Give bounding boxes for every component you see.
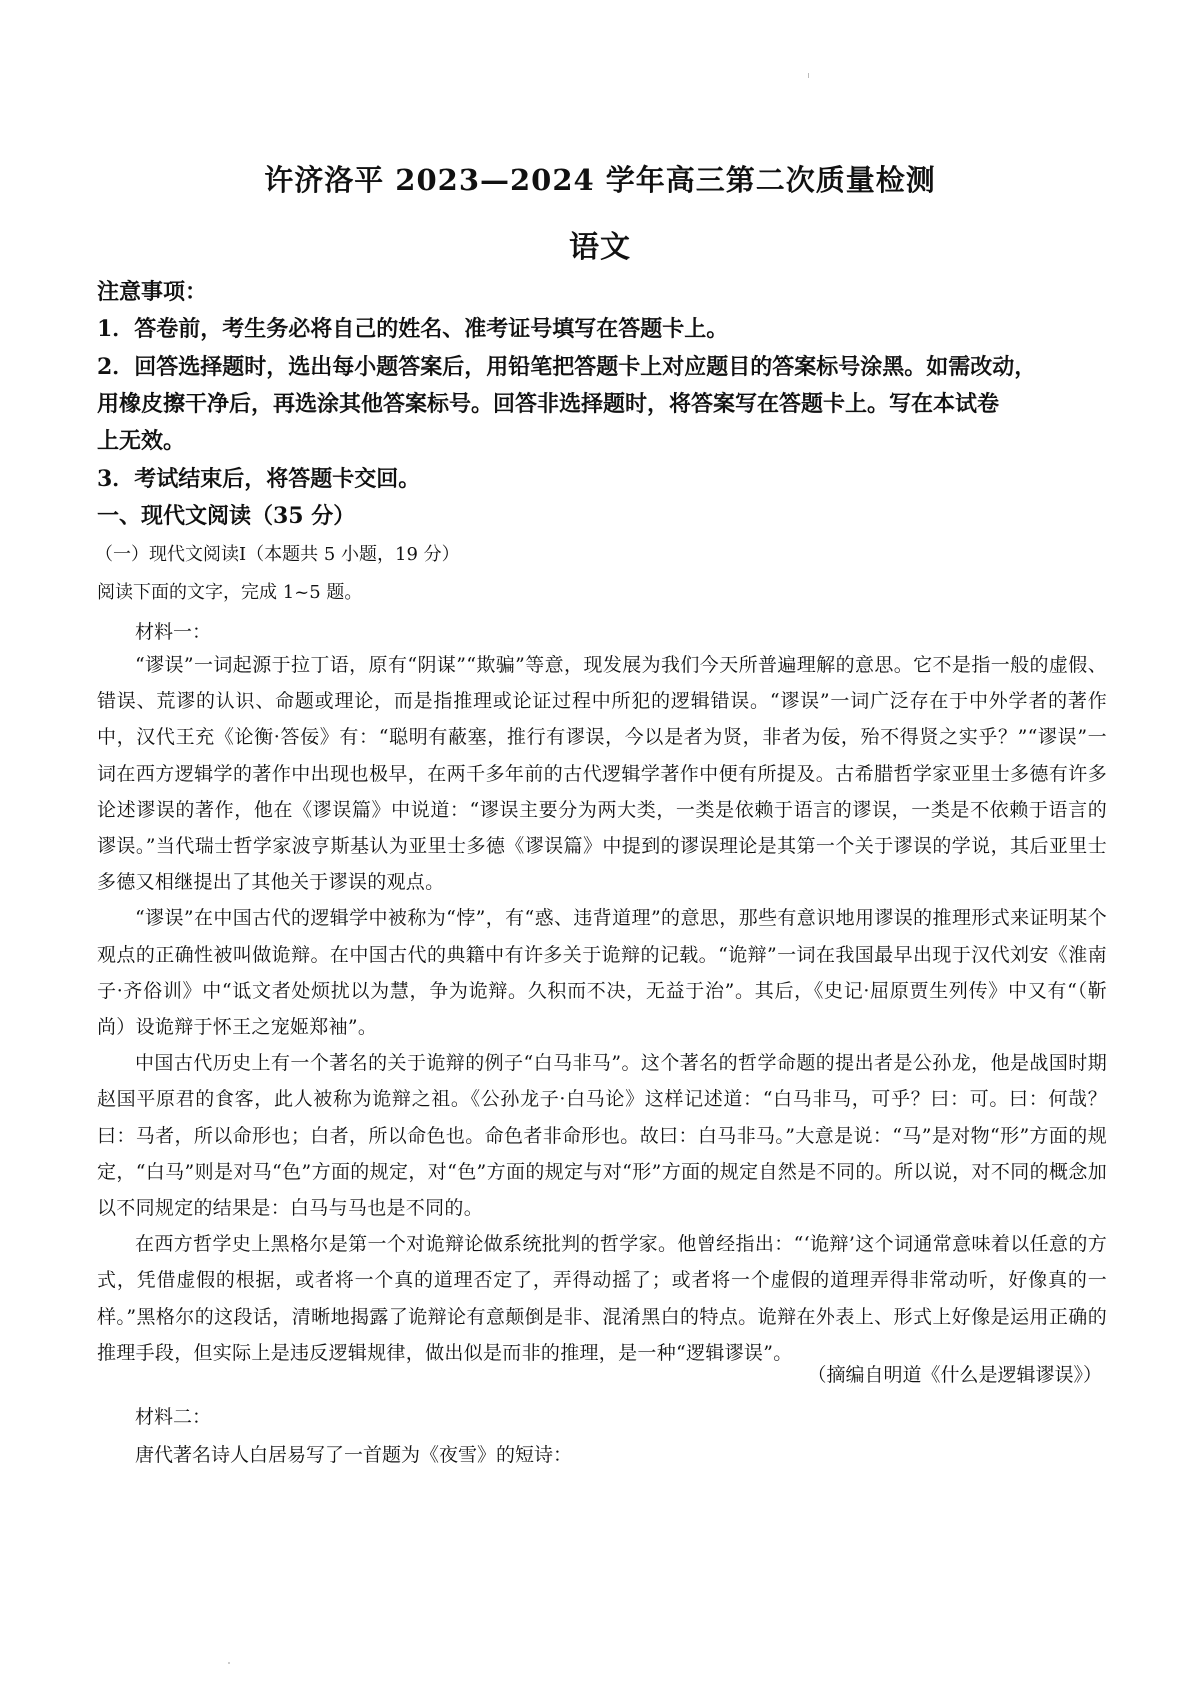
notice-item-2-line-2: 用橡皮擦干净后，再选涂其他答案标号。回答非选择题时，将答案写在答题卡上。写在本试卷	[97, 391, 1000, 417]
exam-title: 许济洛平 2023—2024 学年高三第二次质量检测	[264, 163, 936, 197]
scan-mark	[808, 73, 809, 78]
notice-item-2-line-1: 2．回答选择题时，选出每小题答案后，用铅笔把答题卡上对应题目的答案标号涂黑。如需改动，	[97, 354, 1037, 380]
section-subheading: （一）现代文阅读Ⅰ（本题共 5 小题，19 分）	[95, 544, 460, 565]
material-1-paragraph: 在西方哲学史上黑格尔是第一个对诡辩论做系统批判的哲学家。他曾经指出：“‘诡辩’这个词通常意味着以任意的方式，凭借虚假的根据，或者将一个真的道理否定了，弄得动摇了；或者将一个虚假的道理弄得非常动听，好像真的一样。”黑格尔的这段话，清晰地揭露了诡辩论有意颠倒是非、混淆黑白的特点。诡辩在外表上、形式上好像是运用正确的推理手段，但实际上是违反逻辑规律，做出似是而非的推理，是一种“逻辑谬误”。	[97, 1233, 1107, 1364]
material-1-body	[97, 647, 1107, 1371]
material-1-source: （摘编自明道《什么是逻辑谬误》）	[807, 1364, 1102, 1386]
notice-item-3: 3．考试结束后，将答题卡交回。	[97, 466, 421, 492]
subject-title: 语文	[569, 230, 631, 265]
notice-item-1: 1．答卷前，考生务必将自己的姓名、准考证号填写在答题卡上。	[97, 316, 729, 342]
material-2-label: 材料二：	[135, 1406, 212, 1428]
section-heading: 一、现代文阅读（35 分）	[97, 503, 356, 529]
notice-heading: 注意事项：	[97, 279, 208, 305]
material-2-intro: 唐代著名诗人白居易写了一首题为《夜雪》的短诗：	[135, 1444, 573, 1466]
notice-item-2-line-3: 上无效。	[97, 428, 186, 454]
scan-mark	[228, 1662, 230, 1664]
reading-instruction: 阅读下面的文字，完成 1~5 题。	[97, 582, 363, 603]
material-1-paragraph: “谬误”一词起源于拉丁语，原有“阴谋”“欺骗”等意，现发展为我们今天所普遍理解的意思。它不是指一般的虚假、错误、荒谬的认识、命题或理论，而是指推理或论证过程中所犯的逻辑错误。“谬误”一词广泛存在于中外学者的著作中，汉代王充《论衡·答佞》有：“聪明有蔽塞，推行有谬误，今以是者为贤，非者为佞，殆不得贤之实乎？”“谬误”一词在西方逻辑学的著作中出现也极早，在两千多年前的古代逻辑学著作中便有所提及。古希腊哲学家亚里士多德有许多论述谬误的著作，他在《谬误篇》中说道：“谬误主要分为两大类，一类是依赖于语言的谬误，一类是不依赖于语言的谬误。”当代瑞士哲学家波亨斯基认为亚里士多德《谬误篇》中提到的谬误理论是其第一个关于谬误的学说，其后亚里士多德又相继提出了其他关于谬误的观点。	[97, 654, 1107, 894]
material-1-label: 材料一：	[135, 621, 212, 643]
material-1-paragraph: 中国古代历史上有一个著名的关于诡辩的例子“白马非马”。这个著名的哲学命题的提出者是公孙龙，他是战国时期赵国平原君的食客，此人被称为诡辩之祖。《公孙龙子·白马论》这样记述道：“白马非马，可乎？曰：可。曰：何哉？曰：马者，所以命形也；白者，所以命色也。命色者非命形也。故曰：白马非马。”大意是说：“马”是对物“形”方面的规定，“白马”则是对马“色”方面的规定，对“色”方面的规定与对“形”方面的规定自然是不同的。所以说，对不同的概念加以不同规定的结果是：白马与马也是不同的。	[97, 1052, 1107, 1220]
material-1-paragraph: “谬误”在中国古代的逻辑学中被称为“悖”，有“惑、违背道理”的意思，那些有意识地用谬误的推理形式来证明某个观点的正确性被叫做诡辩。在中国古代的典籍中有许多关于诡辩的记载。“诡辩”一词在我国最早出现于汉代刘安《淮南子·齐俗训》中“诋文者处烦扰以为慧，争为诡辩。久积而不决，无益于治”。其后，《史记·屈原贾生列传》中又有“（靳尚）设诡辩于怀王之宠姬郑袖”。	[97, 907, 1107, 1039]
